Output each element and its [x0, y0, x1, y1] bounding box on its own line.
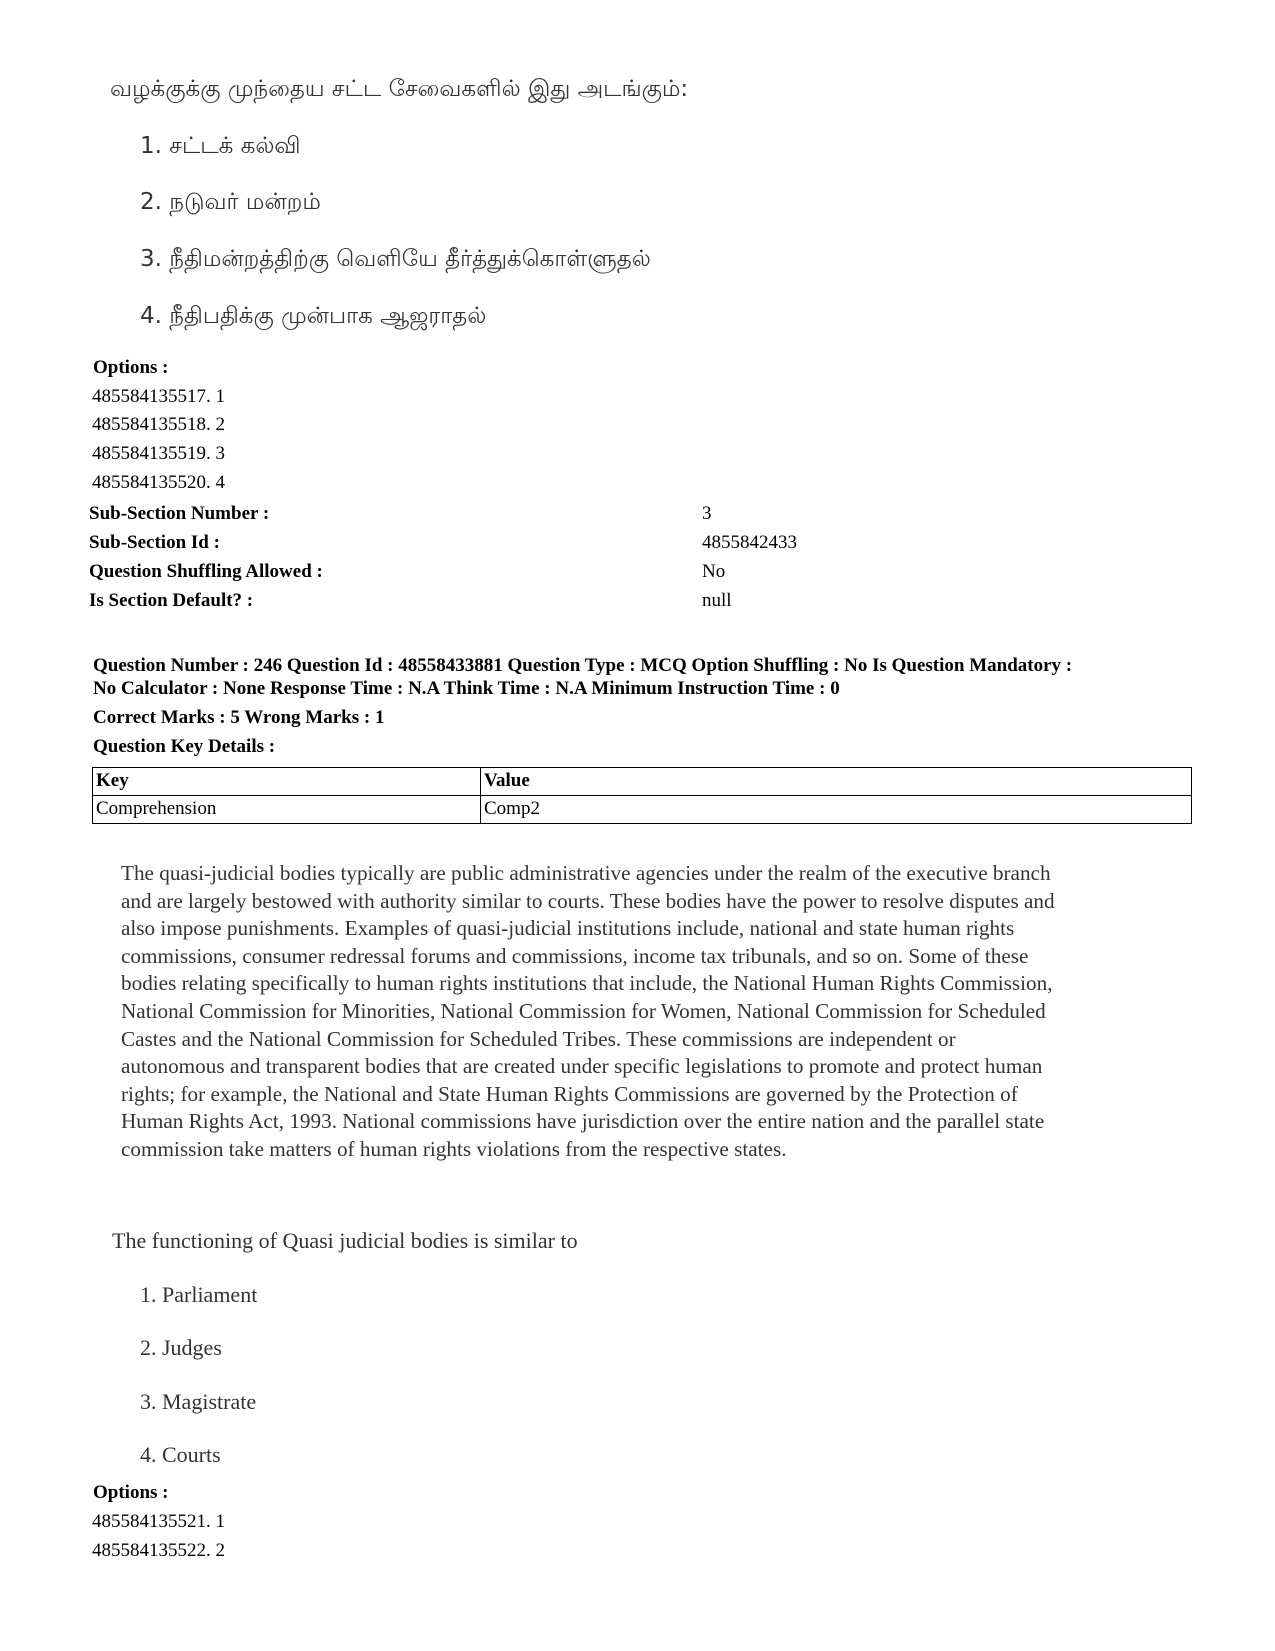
tamil-choice-3: 3. நீதிமன்றத்திற்கு வெளியே தீர்த்துக்கொள்ளுதல் [140, 246, 651, 272]
option-item: 485584135520. 4 [92, 472, 225, 493]
question-meta-line-2: No Calculator : None Response Time : N.A Think Time : N.A Minimum Instruction Time : 0 [93, 678, 840, 699]
comprehension-passage [121, 860, 1161, 1164]
table-header-key: Key [93, 768, 481, 796]
english-question-stem: The functioning of Quasi judicial bodies is similar to [112, 1228, 578, 1253]
tamil-question-stem: வழக்குக்கு முந்தைய சட்ட சேவைகளில் இது அடங்கும்: [110, 76, 689, 102]
option-item: 485584135519. 3 [92, 443, 225, 464]
english-choice-3: 3. Magistrate [140, 1389, 257, 1414]
option-item: 485584135518. 2 [92, 414, 225, 435]
passage-line: autonomous and transparent bodies that are created under specific legislations to promote and protect human [121, 1054, 1043, 1079]
passage-line: commission take matters of human rights violations from the respective states. [121, 1136, 787, 1161]
passage-line: commissions, consumer redressal forums and commissions, income tax tribunals, and so on. Some of these [121, 943, 1029, 968]
passage-line: The quasi-judicial bodies typically are public administrative agencies under the realm of the executive branch [121, 861, 1051, 885]
passage-line: and are largely bestowed with authority similar to courts. These bodies have the power to resolve disputes and [121, 888, 1055, 913]
table-row [93, 796, 1192, 824]
passage-line: also impose punishments. Examples of quasi-judicial institutions include, national and state human rights [121, 916, 1015, 941]
passage-line: National Commission for Minorities, National Commission for Women, National Commission for Scheduled [121, 998, 1046, 1023]
table-cell-key: Comprehension [93, 796, 481, 824]
options-heading-1: Options : [93, 357, 169, 378]
option-item: 485584135521. 1 [92, 1511, 225, 1532]
table-cell-value: Comp2 [481, 796, 1192, 824]
options-heading-2: Options : [93, 1482, 169, 1503]
subsection-id-label: Sub-Section Id : [89, 532, 220, 553]
passage-line: Castes and the National Commission for Scheduled Tribes. These commissions are independent or [121, 1026, 956, 1051]
marks-line: Correct Marks : 5 Wrong Marks : 1 [93, 707, 385, 728]
question-meta-line-1: Question Number : 246 Question Id : 48558433881 Question Type : MCQ Option Shuffling : No Is Question Mandatory : [93, 655, 1073, 676]
question-key-table [92, 767, 1192, 824]
subsection-id-value: 4855842433 [702, 532, 797, 553]
section-default-label: Is Section Default? : [89, 590, 254, 611]
section-default-value: null [702, 590, 732, 611]
key-details-heading: Question Key Details : [93, 736, 276, 757]
question-shuffling-value: No [702, 561, 726, 582]
english-choice-1: 1. Parliament [140, 1282, 258, 1307]
subsection-number-value: 3 [702, 503, 712, 524]
tamil-choice-2: 2. நடுவர் மன்றம் [140, 189, 321, 215]
passage-line: Human Rights Act, 1993. National commissions have jurisdiction over the entire nation and the parallel state [121, 1109, 1045, 1134]
tamil-choice-1: 1. சட்டக் கல்வி [140, 133, 301, 159]
english-choice-4: 4. Courts [140, 1442, 221, 1467]
question-shuffling-label: Question Shuffling Allowed : [89, 561, 323, 582]
option-item: 485584135522. 2 [92, 1540, 225, 1561]
table-header-value: Value [481, 768, 1192, 796]
subsection-number-label: Sub-Section Number : [89, 503, 270, 524]
passage-line: bodies relating specifically to human rights institutions that include, the National Human Rights Commission, [121, 971, 1053, 996]
passage-line: rights; for example, the National and State Human Rights Commissions are governed by the Protection of [121, 1081, 1018, 1106]
table-header-row [93, 768, 1192, 796]
tamil-choice-4: 4. நீதிபதிக்கு முன்பாக ஆஜராதல் [140, 303, 487, 329]
english-choice-2: 2. Judges [140, 1335, 222, 1360]
option-item: 485584135517. 1 [92, 386, 225, 407]
